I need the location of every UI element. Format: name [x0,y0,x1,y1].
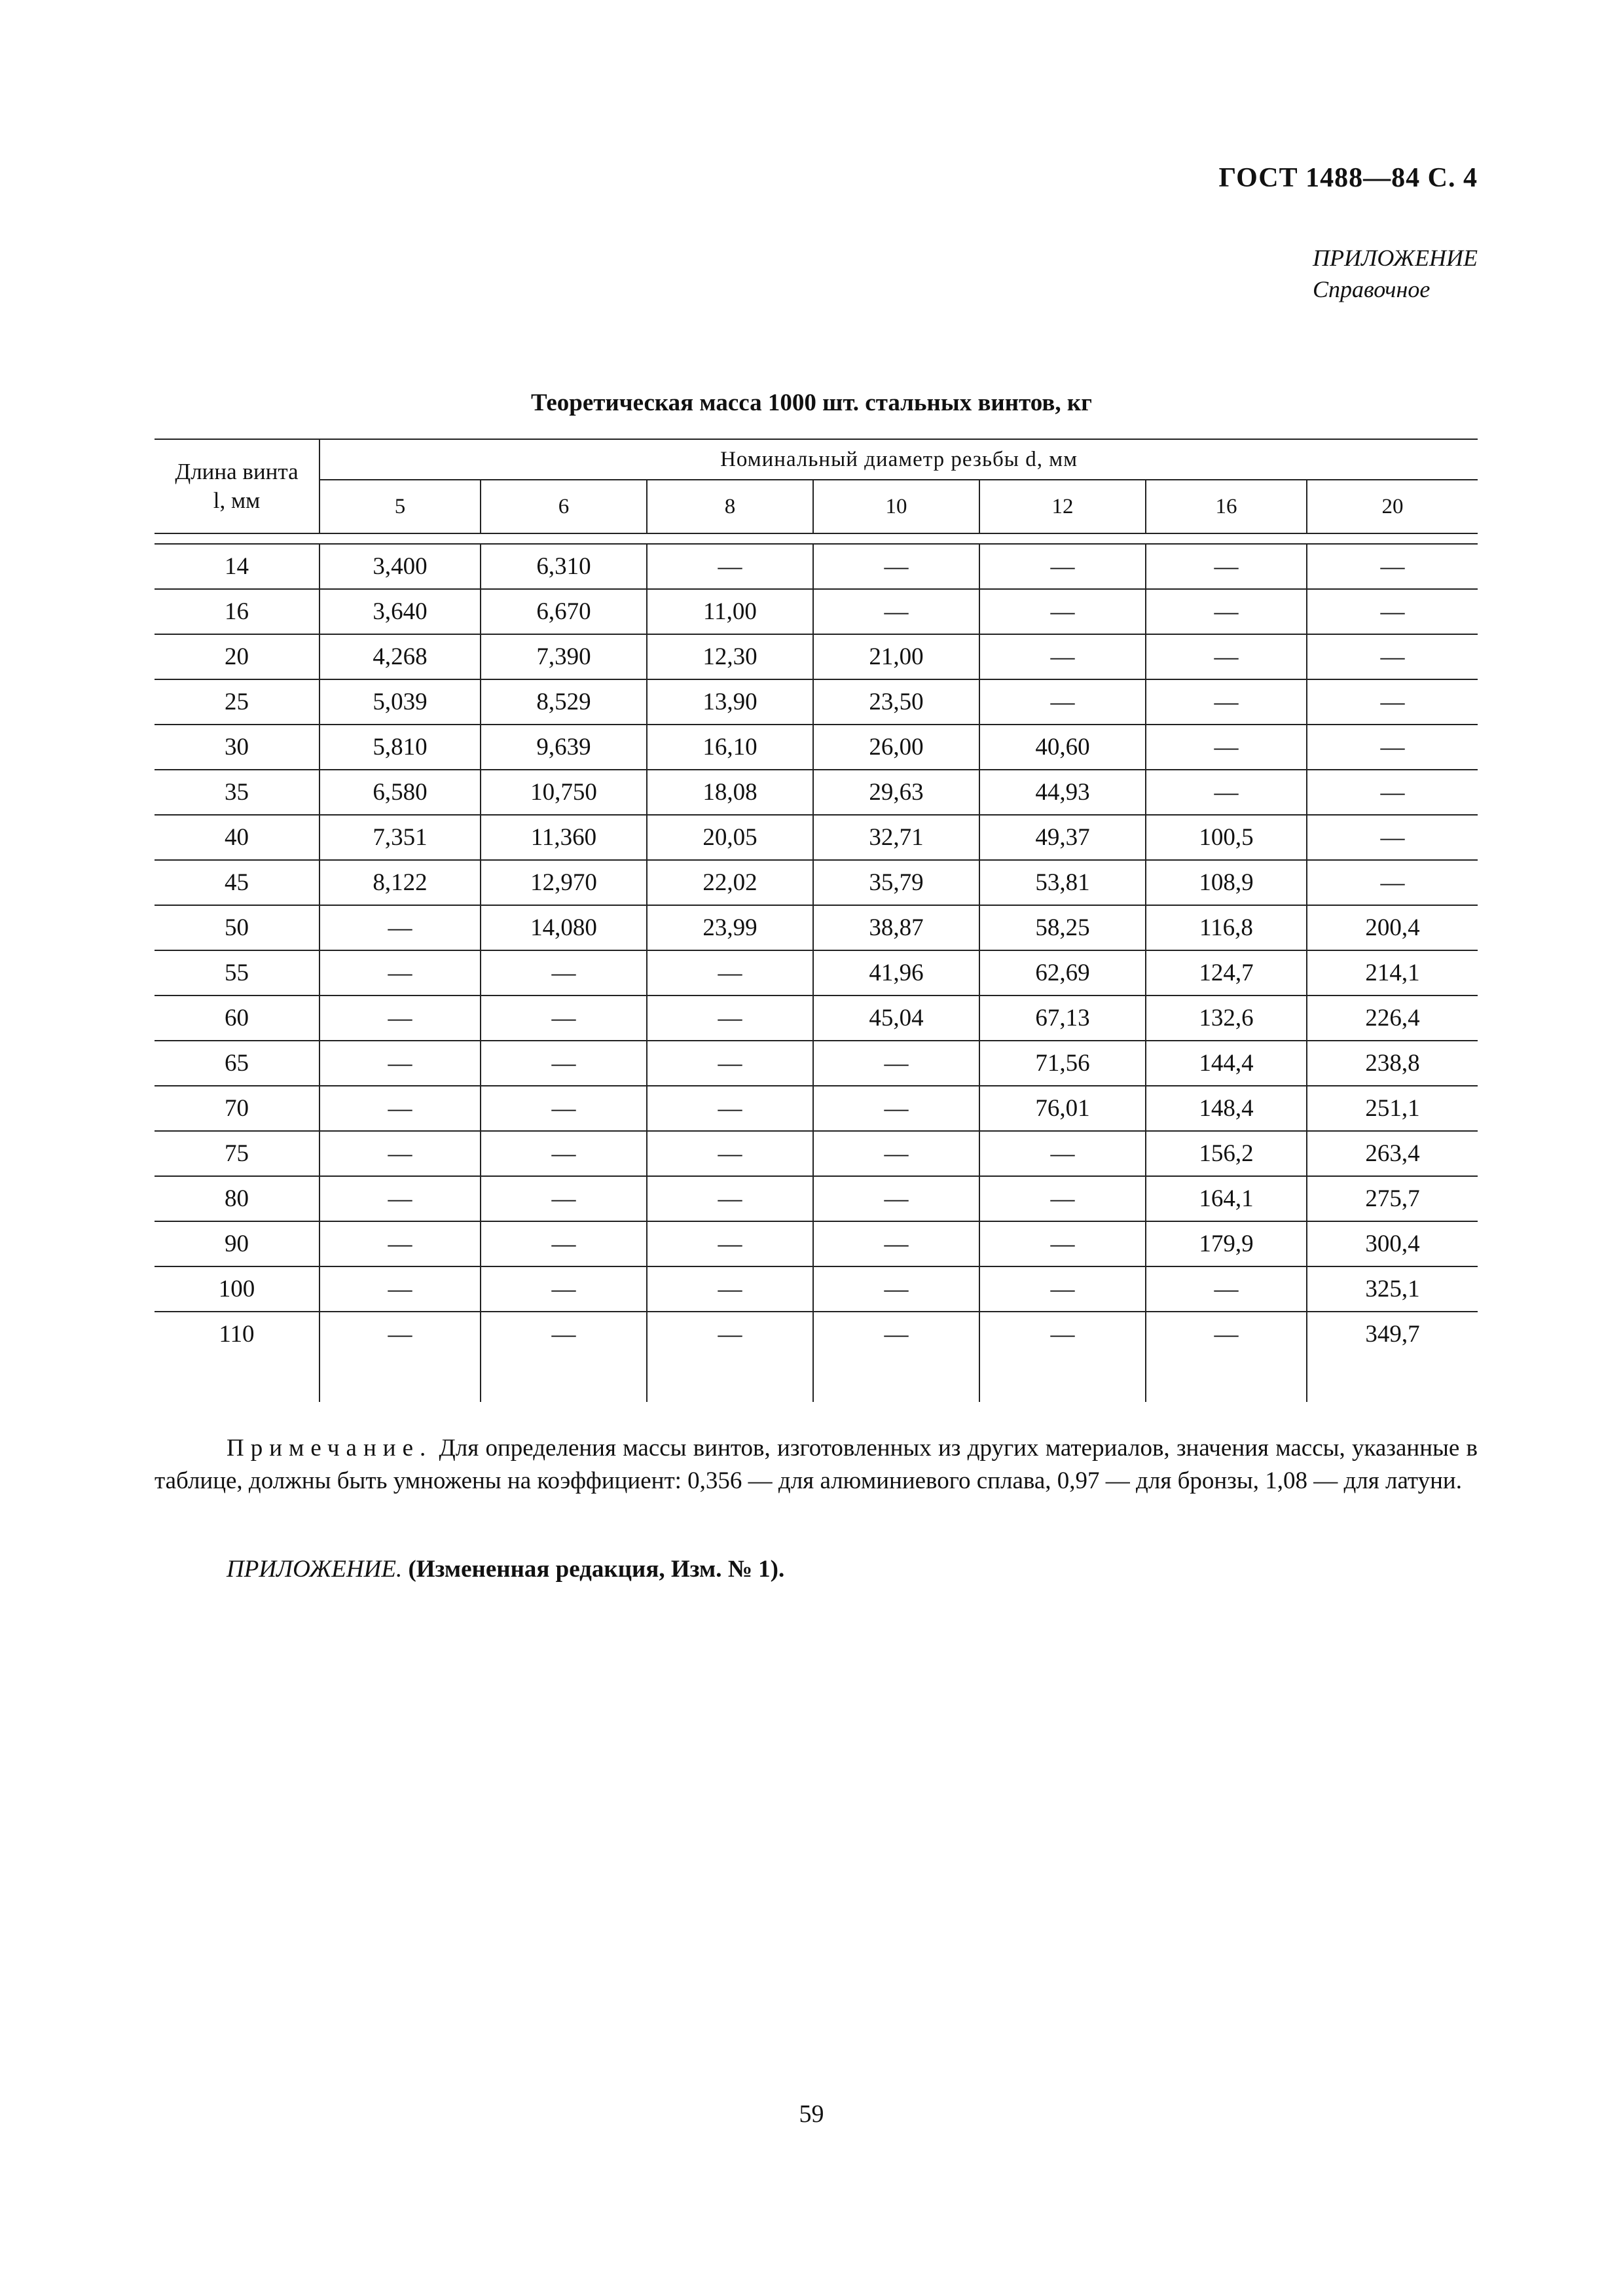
mass-cell: — [481,996,647,1041]
mass-cell: — [813,544,979,589]
mass-cell: — [979,1131,1146,1176]
table-row [155,1176,1478,1221]
mass-cell: 38,87 [813,905,979,950]
table-row [155,544,1478,589]
length-cell: 75 [155,1131,319,1176]
mass-cell: — [813,1041,979,1086]
length-cell: 25 [155,679,319,725]
mass-cell: — [319,1266,481,1312]
mass-cell: 6,670 [481,589,647,634]
mass-cell: — [813,1266,979,1312]
mass-cell: — [319,996,481,1041]
mass-cell: 200,4 [1307,905,1478,950]
table-row [155,725,1478,770]
mass-cell: — [647,1086,813,1131]
mass-cell: — [481,1176,647,1221]
mass-cell: — [319,950,481,996]
mass-cell: 263,4 [1307,1131,1478,1176]
mass-cell: 20,05 [647,815,813,860]
mass-cell: — [319,1086,481,1131]
empty-cell [979,1356,1146,1402]
mass-cell: — [481,1086,647,1131]
length-cell: 100 [155,1266,319,1312]
mass-cell: 8,529 [481,679,647,725]
table-row [155,815,1478,860]
mass-cell: — [647,1041,813,1086]
mass-cell: 16,10 [647,725,813,770]
mass-cell: — [979,1176,1146,1221]
mass-cell: 18,08 [647,770,813,815]
table-row [155,1086,1478,1131]
appendix-kind: Справочное [1313,276,1431,302]
length-cell: 30 [155,725,319,770]
mass-cell: — [1307,860,1478,905]
length-cell: 45 [155,860,319,905]
row-header-line2: l, мм [213,488,261,513]
length-cell: 60 [155,996,319,1041]
mass-cell: 11,00 [647,589,813,634]
mass-cell: — [1307,679,1478,725]
diameter-header: 10 [813,480,979,533]
mass-cell: — [979,1221,1146,1266]
diameter-header: 12 [979,480,1146,533]
mass-cell: 148,4 [1146,1086,1307,1131]
mass-cell: — [481,1312,647,1356]
length-cell: 90 [155,1221,319,1266]
mass-cell: — [1307,589,1478,634]
mass-cell: 12,30 [647,634,813,679]
mass-cell: 67,13 [979,996,1146,1041]
mass-table [155,439,1478,1402]
mass-cell: 6,580 [319,770,481,815]
mass-cell: — [979,679,1146,725]
mass-cell: — [1146,679,1307,725]
mass-cell: 124,7 [1146,950,1307,996]
note-text: Для определения массы винтов, изготовленных из других материалов, значения массы, указанные в таблице, должны быть умножены на коэффициент: 0,356 — для алюминиевого сплава, 0,97 — для бронзы, 1,08 — для латуни. [155,1435,1478,1494]
table-row [155,634,1478,679]
table-head [155,439,1478,533]
length-cell: 20 [155,634,319,679]
row-header [155,439,319,533]
diameter-header: 8 [647,480,813,533]
table-row [155,1221,1478,1266]
table-row [155,1041,1478,1086]
mass-cell: 8,122 [319,860,481,905]
mass-cell: — [319,905,481,950]
header-separator [155,533,1478,544]
length-cell: 110 [155,1312,319,1356]
appendix-block [1313,242,1478,305]
mass-cell: — [647,1312,813,1356]
length-cell: 40 [155,815,319,860]
mass-cell: — [1307,634,1478,679]
length-cell: 70 [155,1086,319,1131]
mass-cell: 12,970 [481,860,647,905]
mass-cell: 144,4 [1146,1041,1307,1086]
mass-cell: 22,02 [647,860,813,905]
mass-cell: — [1146,725,1307,770]
mass-cell: — [979,1312,1146,1356]
mass-cell: 35,79 [813,860,979,905]
mass-cell: 325,1 [1307,1266,1478,1312]
mass-cell: 226,4 [1307,996,1478,1041]
mass-cell: — [647,996,813,1041]
mass-cell: 349,7 [1307,1312,1478,1356]
mass-cell: 100,5 [1146,815,1307,860]
length-cell: 80 [155,1176,319,1221]
mass-cell: 23,99 [647,905,813,950]
table-row [155,589,1478,634]
mass-cell: 4,268 [319,634,481,679]
amendment-label: ПРИЛОЖЕНИЕ. [227,1556,403,1583]
empty-cell [1146,1356,1307,1402]
mass-cell: — [1146,1312,1307,1356]
mass-cell: 49,37 [979,815,1146,860]
mass-cell: — [319,1131,481,1176]
page-number: 59 [799,2100,824,2128]
mass-cell: 32,71 [813,815,979,860]
mass-cell: 76,01 [979,1086,1146,1131]
mass-cell: 179,9 [1146,1221,1307,1266]
mass-cell: 108,9 [1146,860,1307,905]
mass-cell: — [481,1041,647,1086]
mass-cell: 6,310 [481,544,647,589]
table-title: Теоретическая масса 1000 шт. стальных винтов, кг [531,389,1092,416]
mass-cell: 71,56 [979,1041,1146,1086]
mass-cell: — [1307,815,1478,860]
table-row [155,1312,1478,1356]
mass-cell: 10,750 [481,770,647,815]
mass-cell: — [813,1221,979,1266]
diameter-header: 5 [319,480,481,533]
mass-cell: 45,04 [813,996,979,1041]
mass-cell: — [481,950,647,996]
mass-cell: — [979,544,1146,589]
table-body [155,544,1478,1402]
mass-cell: — [1146,1266,1307,1312]
mass-cell: 13,90 [647,679,813,725]
mass-cell: 11,360 [481,815,647,860]
group-header: Номинальный диаметр резьбы d, мм [319,439,1478,480]
mass-cell: — [813,1131,979,1176]
mass-cell: — [1146,634,1307,679]
mass-cell: 7,390 [481,634,647,679]
table-row [155,770,1478,815]
length-cell: 35 [155,770,319,815]
mass-cell: — [813,589,979,634]
mass-cell: — [319,1312,481,1356]
mass-cell: — [481,1266,647,1312]
mass-cell: — [319,1041,481,1086]
mass-cell: 5,039 [319,679,481,725]
mass-cell: — [1146,544,1307,589]
mass-cell: 53,81 [979,860,1146,905]
note-paragraph [155,1432,1478,1498]
mass-cell: — [319,1176,481,1221]
mass-cell: 3,640 [319,589,481,634]
mass-cell: — [647,1221,813,1266]
mass-cell: 40,60 [979,725,1146,770]
empty-cell [481,1356,647,1402]
mass-cell: 251,1 [1307,1086,1478,1131]
mass-cell: — [647,1131,813,1176]
mass-cell: — [813,1086,979,1131]
mass-cell: 7,351 [319,815,481,860]
header-code: ГОСТ 1488—84 С. 4 [1218,163,1478,193]
mass-cell: 214,1 [1307,950,1478,996]
empty-cell [813,1356,979,1402]
table-row [155,950,1478,996]
mass-cell: — [1307,544,1478,589]
length-cell: 50 [155,905,319,950]
mass-cell: 9,639 [481,725,647,770]
mass-cell: 21,00 [813,634,979,679]
table-row [155,996,1478,1041]
mass-cell: — [979,1266,1146,1312]
mass-cell: 132,6 [1146,996,1307,1041]
table-row [155,1131,1478,1176]
mass-cell: 62,69 [979,950,1146,996]
mass-cell: — [1307,770,1478,815]
table-row [155,679,1478,725]
mass-cell: 3,400 [319,544,481,589]
mass-cell: 275,7 [1307,1176,1478,1221]
mass-cell: — [647,950,813,996]
mass-cell: — [1146,770,1307,815]
diameter-header: 16 [1146,480,1307,533]
length-cell: 55 [155,950,319,996]
length-cell: 65 [155,1041,319,1086]
mass-cell: 238,8 [1307,1041,1478,1086]
appendix-label: ПРИЛОЖЕНИЕ [1313,245,1478,271]
diameter-header: 20 [1307,480,1478,533]
mass-cell: — [647,1266,813,1312]
amendment-line [227,1555,784,1583]
empty-cell [155,1356,319,1402]
mass-cell: 26,00 [813,725,979,770]
table-row [155,905,1478,950]
length-cell: 16 [155,589,319,634]
mass-cell: — [647,544,813,589]
amendment-text: (Измененная редакция, Изм. № 1). [408,1556,785,1583]
row-header-line1: Длина винта [175,459,299,484]
mass-cell: — [813,1312,979,1356]
mass-cell: 14,080 [481,905,647,950]
mass-cell: 164,1 [1146,1176,1307,1221]
table-tail-row [155,1356,1478,1402]
mass-cell: — [481,1131,647,1176]
table-row [155,860,1478,905]
table-row [155,1266,1478,1312]
length-cell: 14 [225,553,249,580]
mass-cell: 23,50 [813,679,979,725]
mass-cell: 5,810 [319,725,481,770]
mass-cell: 300,4 [1307,1221,1478,1266]
mass-cell: — [979,589,1146,634]
note-label: Примечание. [227,1435,433,1462]
mass-cell: — [1307,725,1478,770]
diameter-row [155,480,1478,533]
mass-cell: 44,93 [979,770,1146,815]
empty-cell [647,1356,813,1402]
mass-cell: 116,8 [1146,905,1307,950]
mass-cell: 41,96 [813,950,979,996]
empty-cell [319,1356,481,1402]
mass-cell: — [1146,589,1307,634]
mass-cell: — [319,1221,481,1266]
diameter-header: 6 [481,480,647,533]
mass-cell: 29,63 [813,770,979,815]
mass-cell: — [979,634,1146,679]
empty-cell [1307,1356,1478,1402]
mass-cell: — [813,1176,979,1221]
mass-cell: — [481,1221,647,1266]
mass-cell: 156,2 [1146,1131,1307,1176]
mass-cell: 58,25 [979,905,1146,950]
mass-cell: — [647,1176,813,1221]
